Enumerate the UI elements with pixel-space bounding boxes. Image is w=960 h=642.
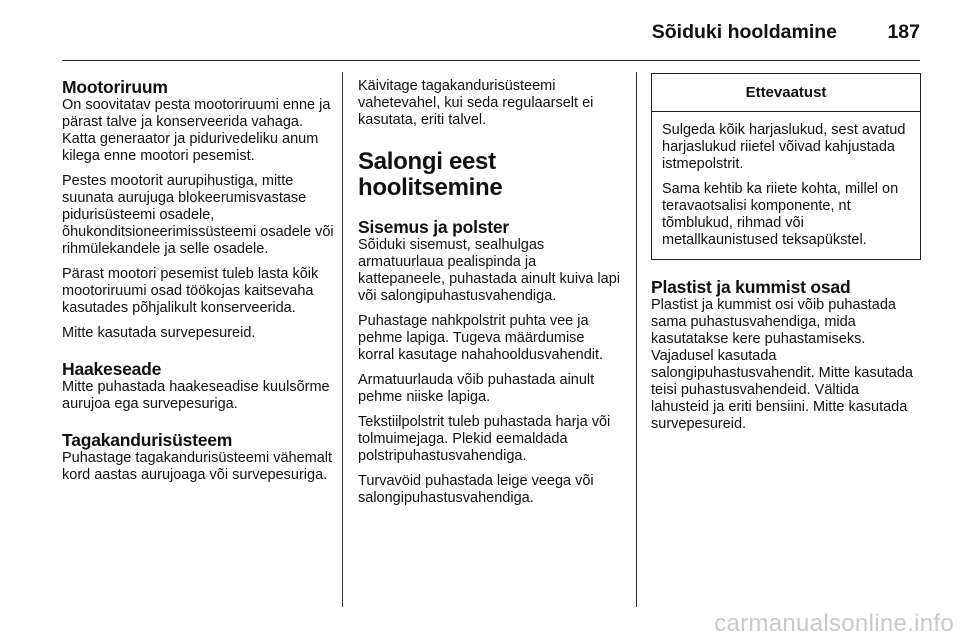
chapter-heading: Salongi eest hoolitsemine (358, 148, 503, 201)
paragraph: Puhastage tagakandurisüsteemi vähemalt kord aastas aurujoaga või survepesuriga. (62, 450, 333, 483)
section-tagakandurisusteem (62, 431, 334, 484)
column-left (62, 78, 334, 492)
paragraph: Pärast mootori pesemist tuleb lasta kõik mootoriruumi osad töökojas kaitsevaha kasutades põhjalikult konserveerida. (62, 266, 319, 316)
header-rule (62, 60, 920, 61)
page-number: 187 (887, 21, 920, 43)
paragraph: Mitte kasutada survepesureid. (62, 325, 256, 341)
paragraph: Sõiduki sisemust, sealhulgas armatuurlaua pealispinda ja kattepaneele, puhastada ainult kuiva lapi või salongipuhastusvahendiga. (358, 237, 620, 304)
column-divider (342, 72, 343, 607)
paragraph: On soovitatav pesta mootoriruumi enne ja pärast talve ja konserveerida vahaga. Katta generaator ja pidurivedeliku anum kilega enne mootori pesemist. (62, 97, 331, 164)
paragraph: Sama kehtib ka riiete kohta, millel on teravaotsalisi komponente, nt tõmblukud, rihmad või metallkaunistused teksapükstel. (662, 181, 899, 248)
section-heading: Plastist ja kummist osad (651, 277, 851, 297)
column-divider (636, 72, 637, 607)
section-haakeseade (62, 360, 334, 413)
section-sisemus-ja-polster (358, 218, 624, 507)
paragraph: Plastist ja kummist osi võib puhastada sama puhastusvahendiga, mida kasutatakse kere puhastamiseks. Vajadusel kasutada salongipuhastusvahendit. Mitte kasutada teisi puhastusvahendeid. Vältida lahusteid ja eriti bensiini. Mitte kasutada survepesureid. (651, 297, 913, 432)
paragraph: Sulgeda kõik harjaslukud, sest avatud harjaslukud riietel võivad kahjustada istmepolstrit. (662, 122, 906, 172)
page-title: Sõiduki hooldamine (651, 21, 837, 43)
section-heading: Mootoriruum (62, 77, 168, 97)
section-heading: Tagakandurisüsteem (62, 430, 233, 450)
paragraph: Mitte puhastada haakeseadise kuulsõrme aurujoa ega survepesuriga. (62, 379, 330, 412)
column-right (651, 73, 921, 441)
paragraph: Tekstiilpolstrit tuleb puhastada harja või tolmuimejaga. Plekid eemaldada polstripuhastusvahendiga. (358, 414, 611, 464)
caution-title: Ettevaatust (652, 74, 920, 112)
section-heading: Haakeseade (62, 359, 162, 379)
paragraph: Puhastage nahkpolstrit puhta vee ja pehme lapiga. Tugeva määrdumise korral kasutage nahahooldusvahendit. (358, 313, 604, 363)
paragraph: Pestes mootorit aurupihustiga, mitte suunata aurujuga blokeerumisvastase pidurisüsteemi osadele, õhukonditsioneerimissüsteemi osadele või rihmülekandele ja selle osadele. (62, 173, 334, 257)
section-mootoriruum (62, 78, 334, 342)
caution-body (652, 112, 920, 259)
paragraph: Turvavöid puhastada leige veega või salongipuhastusvahendiga. (358, 473, 594, 506)
section-heading: Sisemus ja polster (358, 217, 510, 237)
column-middle (358, 78, 624, 515)
caution-box (651, 73, 921, 260)
paragraph: Armatuurlauda võib puhastada ainult pehme niiske lapiga. (358, 372, 595, 405)
paragraph: Käivitage tagakandurisüsteemi vahetevahel, kui seda regulaarselt ei kasutata, eriti talvel. (358, 78, 594, 128)
page-header (0, 0, 960, 62)
watermark: carmanualsonline.info (714, 610, 954, 637)
section-plastist-ja-kummist-osad (651, 278, 921, 433)
